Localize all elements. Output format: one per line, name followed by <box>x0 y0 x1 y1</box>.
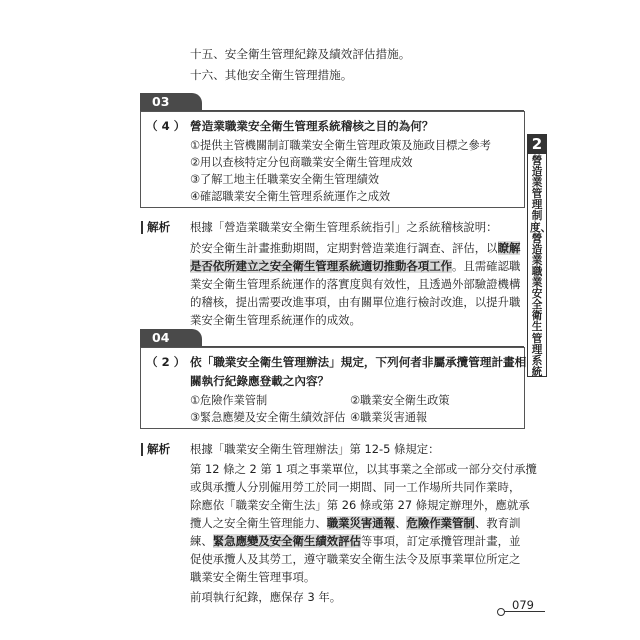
explanation-marker <box>141 443 143 456</box>
answer-label: （ 2 ） <box>146 355 186 369</box>
page-number: 079 <box>512 598 534 612</box>
explanation-line: 促使承攬人及其勞工，遵守職業安全衛生法令及原事業單位所定之 <box>190 552 521 566</box>
explanation-label: 解析 <box>147 442 171 456</box>
question-number-tab: 03 <box>140 93 202 111</box>
answer-label: （ 4 ） <box>146 119 186 133</box>
footer-ornament <box>497 608 505 616</box>
option-2: ②用以查核特定分包商職業安全衛生管理成效 <box>190 156 413 169</box>
list-item: 十六、其他安全衛生管理措施。 <box>190 68 353 82</box>
question-stem: 營造業職業安全衛生管理系統稽核之目的為何？ <box>190 119 434 133</box>
explanation-line: 的稽核，提出需要改進事項，由有關單位進行檢討改進，以提升職 <box>190 295 521 309</box>
explanation-line: 業安全衛生管理系統運作的成效。 <box>190 313 361 327</box>
explanation-intro: 根據「職業安全衛生管理辦法」第 12-5 條規定： <box>190 442 440 456</box>
question-number-tab: 04 <box>140 329 202 347</box>
explanation-line: 是否依所建立之安全衛生管理系統適切推動各項工作。且需確認職 <box>190 259 521 273</box>
chapter-number: 2 <box>527 134 547 154</box>
option-3: ③緊急應變及安全衛生績效評估 <box>190 411 346 424</box>
explanation-line: 攬人之安全衛生管理能力、職業災害通報、危險作業管制、教育訓 <box>190 516 521 530</box>
explanation-line: 第 12 條之 2 第 1 項之事業單位，以其事業之全部或一部分交付承攬 <box>190 462 537 476</box>
option-2: ②職業安全衛生政策 <box>350 394 450 407</box>
explanation-line: 或與承攬人分別僱用勞工於同一期間、同一工作場所共同作業時， <box>190 480 521 494</box>
option-4: ④職業災害通報 <box>350 411 428 424</box>
option-4: ④確認職業安全衛生管理系統運作之成效 <box>190 190 391 203</box>
question-stem: 依「職業安全衛生管理辦法」規定，下列何者非屬承攬管理計畫相 <box>190 355 527 369</box>
explanation-intro: 根據「營造業職業安全衛生管理系統指引」之系統稽核說明： <box>190 220 498 234</box>
explanation-line: 除應依「職業安全衛生法」第 26 條或第 27 條規定辦理外，應就承 <box>190 498 530 512</box>
explanation-line: 練、緊急應變及安全衛生績效評估等事項，訂定承攬管理計畫，並 <box>190 534 521 548</box>
explanation-marker <box>141 221 143 234</box>
option-3: ③了解工地主任職業安全衛生管理績效 <box>190 173 380 186</box>
option-1: ①危險作業管制 <box>190 394 268 407</box>
question-stem: 關執行紀錄應登載之內容？ <box>190 374 330 388</box>
explanation-label: 解析 <box>147 220 171 234</box>
chapter-title: 營造業管理制度、營造業職業安全衛生管理系統 <box>530 155 552 378</box>
option-1: ①提供主管機關制訂職業安全衛生管理政策及施政目標之參考 <box>190 139 491 152</box>
explanation-line: 業安全衛生管理系統運作的落實度與有效性，且透過外部驗證機構 <box>190 277 521 291</box>
explanation-line: 於安全衛生計畫推動期間，定期對營造業進行調查、評估，以瞭解 <box>190 241 521 255</box>
list-item: 十五、安全衛生管理紀錄及績效評估措施。 <box>190 47 411 61</box>
explanation-line: 職業安全衛生管理事項。 <box>190 570 316 584</box>
explanation-line: 前項執行紀錄，應保存 3 年。 <box>190 590 342 604</box>
